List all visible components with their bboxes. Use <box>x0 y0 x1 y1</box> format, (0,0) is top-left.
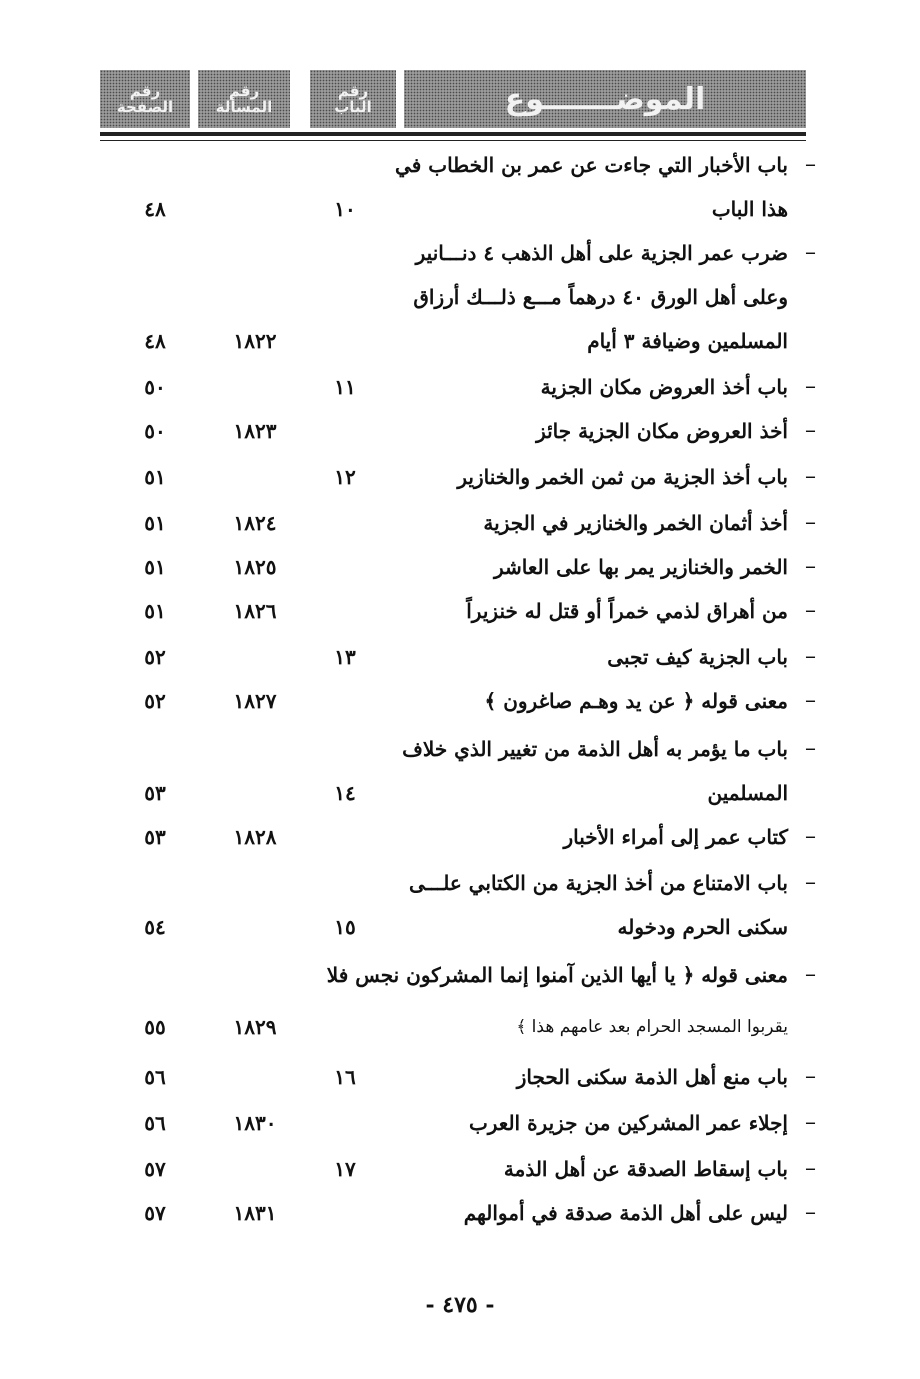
toc-entry <box>120 596 820 636</box>
page-number-cell: ٥٧ <box>144 1157 166 1181</box>
masala-number: ١٨٢٣ <box>233 419 277 443</box>
bab-number: ١١ <box>334 375 356 399</box>
header-rule-thin <box>100 140 806 141</box>
page-number-cell: ٥٢ <box>144 645 166 669</box>
page-number-cell: ٥١ <box>144 511 166 535</box>
entry-title-line: المسلمين <box>707 781 788 805</box>
toc-entry <box>120 1062 820 1102</box>
masala-number: ١٨٣٠ <box>233 1111 277 1135</box>
entry-dash: – <box>805 464 816 489</box>
masala-number: ١٨٢٩ <box>233 1015 277 1039</box>
page-number-cell: ٥٣ <box>144 781 166 805</box>
toc-entry <box>120 642 820 682</box>
page-number-cell: ٥٣ <box>144 825 166 849</box>
page-number-cell: ٥٦ <box>144 1111 166 1135</box>
header-rule-thick <box>100 132 806 136</box>
entry-title-line: أخذ أثمان الخمر والخنازير في الجزية <box>483 511 788 535</box>
masala-number: ١٨٢٧ <box>233 689 277 713</box>
toc-entry <box>120 1154 820 1194</box>
page-number-cell: ٥١ <box>144 599 166 623</box>
page-number-cell: ٥٤ <box>144 915 166 939</box>
header-topic-column: الموضـــــــوع <box>404 70 806 128</box>
entry-dash: – <box>805 824 816 849</box>
entry-title-line: يقربوا المسجد الحرام بعد عامهم هذا ﴾ <box>516 1017 788 1037</box>
masala-number: ١٨٢٥ <box>233 555 277 579</box>
masala-number: ١٨٢٦ <box>233 599 277 623</box>
masala-number: ١٨٢٨ <box>233 825 277 849</box>
entry-title-line: سكنى الحرم ودخوله <box>617 915 788 939</box>
entry-title-line: كتاب عمر إلى أمراء الأخبار <box>563 825 788 849</box>
bab-number: ١٦ <box>334 1065 356 1089</box>
toc-entry <box>120 734 820 818</box>
page-number-cell: ٥٠ <box>144 375 166 399</box>
entry-title-line: باب ما يؤمر به أهل الذمة من تغيير الذي خلاف <box>402 737 788 761</box>
entry-title-line: إجلاء عمر المشركين من جزيرة العرب <box>468 1111 788 1135</box>
masala-number: ١٨٣١ <box>233 1201 277 1225</box>
entry-dash: – <box>805 1110 816 1135</box>
bab-number: ١٤ <box>334 781 356 805</box>
page-number-cell: ٥٦ <box>144 1065 166 1089</box>
entry-title-line: ليس على أهل الذمة صدقة في أموالهم <box>463 1201 788 1225</box>
bab-number: ١٥ <box>334 915 356 939</box>
entry-dash: – <box>805 1064 816 1089</box>
entry-title-line: باب منع أهل الذمة سكنى الحجاز <box>516 1065 788 1089</box>
entry-title-line: ضرب عمر الجزية على أهل الذهب ٤ دنـــانير <box>415 241 788 265</box>
bab-number: ١٧ <box>334 1157 356 1181</box>
entry-title-line: وعلى أهل الورق ٤٠ درهماً مـــع ذلـــك أرزاق <box>413 285 788 309</box>
masala-number: ١٨٢٢ <box>233 329 277 353</box>
toc-entry <box>120 552 820 592</box>
entry-title-line: باب أخذ الجزية من ثمن الخمر والخنازير <box>457 465 788 489</box>
header-masala-column: رقم المسألة <box>198 70 290 128</box>
entry-title-line: معنى قوله ﴿ عن يد وهـم صاغرون ﴾ <box>484 689 788 713</box>
page-number-cell: ٥٠ <box>144 419 166 443</box>
header-page-column: رقم الصفحة <box>100 70 190 128</box>
entry-dash: – <box>805 598 816 623</box>
entry-dash: – <box>805 1200 816 1225</box>
toc-entry <box>120 686 820 726</box>
entry-title-line: معنى قوله ﴿ يا أيها الذين آمنوا إنما المشركون نجس فلا <box>326 963 788 987</box>
entry-dash: – <box>805 374 816 399</box>
entry-title-line: باب إسقاط الصدقة عن أهل الذمة <box>503 1157 788 1181</box>
toc-entry <box>120 868 820 952</box>
entry-title-line: المسلمين وضيافة ٣ أيام <box>587 329 788 353</box>
toc-entry <box>120 960 820 1052</box>
page-number-cell: ٥٢ <box>144 689 166 713</box>
toc-entry <box>120 416 820 456</box>
header-bab-column: رقم الباب <box>310 70 396 128</box>
toc-entry <box>120 1108 820 1148</box>
masala-number: ١٨٢٤ <box>233 511 277 535</box>
entry-title-line: أخذ العروض مكان الجزية جائز <box>536 419 788 443</box>
toc-entry <box>120 372 820 412</box>
toc-entry <box>120 238 820 366</box>
page-number-cell: ٥١ <box>144 465 166 489</box>
page-number: - ٤٧٥ - <box>425 1292 495 1318</box>
entry-dash: – <box>805 240 816 265</box>
page-number-cell: ٥٧ <box>144 1201 166 1225</box>
entry-title-line: باب الأخبار التي جاءت عن عمر بن الخطاب في <box>395 153 788 177</box>
entry-dash: – <box>805 962 816 987</box>
table-header <box>100 70 806 152</box>
entry-dash: – <box>805 688 816 713</box>
toc-entry <box>120 1198 820 1238</box>
entry-dash: – <box>805 870 816 895</box>
entry-title-line: من أهراق لذمي خمراً أو قتل له خنزيراً <box>466 599 788 623</box>
entry-title-line: الخمر والخنازير يمر بها على العاشر <box>493 555 788 579</box>
entry-title-line: باب الامتناع من أخذ الجزية من الكتابي علـــى <box>408 871 788 895</box>
entry-title-line: هذا الباب <box>711 197 788 221</box>
page-number-cell: ٤٨ <box>144 197 166 221</box>
page-number-cell: ٤٨ <box>144 329 166 353</box>
bab-number: ١٠ <box>334 197 356 221</box>
bab-number: ١٣ <box>334 645 356 669</box>
toc-entry <box>120 150 820 234</box>
toc-entry <box>120 822 820 862</box>
entry-dash: – <box>805 1156 816 1181</box>
entry-dash: – <box>805 736 816 761</box>
entry-dash: – <box>805 152 816 177</box>
entry-dash: – <box>805 644 816 669</box>
entry-title-line: باب الجزية كيف تجبى <box>607 645 788 669</box>
entry-title-line: باب أخذ العروض مكان الجزية <box>540 375 788 399</box>
toc-entry <box>120 462 820 502</box>
bab-number: ١٢ <box>334 465 356 489</box>
entry-dash: – <box>805 510 816 535</box>
entry-dash: – <box>805 418 816 443</box>
page-number-cell: ٥١ <box>144 555 166 579</box>
page-number-cell: ٥٥ <box>144 1015 166 1039</box>
toc-entry <box>120 508 820 548</box>
entry-dash: – <box>805 554 816 579</box>
